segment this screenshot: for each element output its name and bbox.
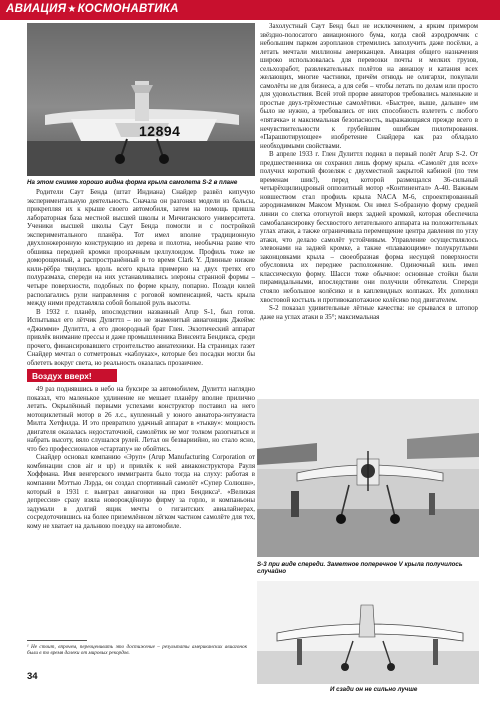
caption-mid: S-3 при виде спереди. Заметное поперечное V крыла получилось случайно <box>257 561 463 576</box>
left-column-bottom <box>27 386 255 531</box>
left-column-top <box>27 189 255 368</box>
magazine-title <box>6 3 179 15</box>
right-column <box>260 23 478 322</box>
photo-s2-planform <box>27 23 255 176</box>
title-right: КОСМОНАВТИКА <box>77 3 179 15</box>
paragraph: В апреле 1933 г. Глен Дулиттл поднял в первый полёт Arup S-2. От предшественника он сохранил лишь форму крыла. «Самолёт для всех» получил короткий фюзеляж с двухместной закрытой кабиной (по тем временам шик!), перед которой размещался 36-сильный четырёхцилиндровый оппозитный мотор «Континентал» A-40. Важным новшеством стал профиль крыла NACA M-6, спроектированный аэродинамиком Максом Мунком. Он имел S-образную форму средней линии со слегка отогнутой вверх задней кромкой, которая обеспечила самобалансировку бесхвостого летательного аппарата на положительных углах атаки, а также ограничивала перемещение центра давления по углу атаки, что делало самолёт устойчивым. Управление осуществлялось элевонами на задней кромке, а также «плавающими» полукруглыми законцовками крыла – своеобразная форма несущей поверхности обусловила их переднее расположение. Одиночный киль имел классическую форму. Шасси тоже обычное: основные стойки были пирамидальными, впоследствии они получили обтекатели. Спереди стояло небольшое колёсико и в каплевидных колпаках. Их дополнял хвостовой костыль и противокапотажное колёсико под двигателем. <box>260 151 478 304</box>
photo-s3-front <box>257 399 479 557</box>
paragraph: 49 раз поднявшись в небо на буксире за автомобилем, Дулиттл наглядно показал, что маленькое удлинение не мешает планёру вполне прилично летать. Окрылённый первыми успехами конструктор поставил на него мотоциклетный мотор в 26 л.с., купленный у юного авиатора-энтузиаста Милта Хетфилда. И это превратило удачный аппарат в «тыкву»: мощность двигателя оказалась недостаточной, самолётик не мог толком разогнаться и набрать высоту, вяло слушался рулей. Летал он безвариийно, но стало ясно, что без профессионалов «стартапу» не обойтись. <box>27 386 255 453</box>
paragraph: S-2 показал удивительные лётные качества: не срывался в штопор даже на углах атаки в 35°; максимальная <box>260 305 478 321</box>
photo-s3-rear <box>257 581 479 684</box>
paragraph: Родители Саут Бенда (штат Индиана) Снайдер развёл кипучую экспериментальную деятельность. Сначала он разгонял модели из бальсы, прикрепляя их к крыше своего автомобиля, затем на помощь пришла лабораторная база местной высшей школы и Мичиганского университета. Ученики высшей школы Саут Бенда помогли и с постройкой экспериментального планёра. Тот имел вполне традиционную двухлонжеронную конструкцию из дерева и полотна, необычна разве что обшивка передней кромки прозрачным целлулоидом. Профиль тоже не доморощенный, а распространённый в то время Clark Y. Длинные низкие кили-рёбра тянулись вдоль всего крыла примерно на двух третях его полуразмаха, спереди на них устанавливались элероны странной формы – четыре поверхности, подобных по форме крылу, попарно. Позади килей располагались рули направления с роговой компенсацией, часть крыла между ними представляла собой большой руль высоты. <box>27 189 255 308</box>
paragraph: Снайдер основал компанию «Эруп» (Arup Manufacturing Corporation от комбинации слов air и up) и привлёк к ней авиаконструктора Рауля Хоффмана. Имя венгерского иммигранта было тогда на слуху: работая в компании Мэттью Лэрда, он создал спортивный самолёт «Супер Солюшн», который в 1931 г. выиграл авиагонки на приз Бендикса¹. «Великая депрессия» сразу взяла новорождённую фирму за горло, и компаньоны задумали в долгий ящик мечты о гигантских авиалайнерах, сосредоточившись на более приземлённом лёгком частном самолёте для тех, кому не хватает на дальнюю поездку на автомобиле. <box>27 454 255 530</box>
caption-bottom: И сзади он не сильно лучше <box>330 686 418 693</box>
paragraph: В 1932 г. планёр, впоследствии названный Arup S-1, был готов. Испытывал его лётчик Дулиттл – но не знаменитый авиагонщик Джеймс «Джимми» Дулиттл, а его двоюродный брат Глен. Экзотический аппарат привлёк внимание прессы и даже промышленника Винсента Бендикса, среди прочего, финансировавшего строительство авиатехники. На страницах газет Снайдер мечтал о сотметровых «каблуках», которые без посадки могли бы облететь вокруг света, но реальность оказалась прозаичнее. <box>27 308 255 367</box>
paragraph: Захолустный Саут Бенд был не исключением, а ярким примером звёздно-полосатого авиационного бума, когда свой аэродромчик с небольшим парком аэропланов стремились заполучить даже посёлки, а летать мечтали миллионы американцев. Авиация общего назначения широко использовалась для перевозки почты и мелких грузов, сельхозработ, развлекательных полётов на авиашоу и катания всех желающих, многие частники, причём отнюдь не олигархи, покупали самолёты не для бизнеса, а для себя – чтобы летать по делам или просто для удовольствия. Всей этой прорве авиаторов требовались маленькие и простые двух-трёхместные самолётики. «Быстрее, выше, дальше» им было не нужно, а требовались от них способность взлететь с любого «пятачка» и максимальная безопасность, выражающаяся прежде всего в нечувствительности к грубейшим ошибкам пилотирования. «Парашютирующее» изобретение Снайдера как раз обладало необходимыми свойствами. <box>260 23 478 150</box>
tail-number: 12894 <box>139 123 181 139</box>
page-number: 34 <box>27 671 38 682</box>
section-heading-text: Воздух вверх! <box>32 371 92 381</box>
title-left: АВИАЦИЯ <box>6 3 67 15</box>
section-heading <box>27 369 117 382</box>
footnote: ¹ Не стоит, впрочем, переоценивать это достижение – результаты американских авиагонок были в то время далеки от мировых рекордов. <box>27 644 247 657</box>
footnote-divider <box>27 640 87 641</box>
caption-top: На этом снимке хорошо видна форма крыла самолета S-2 в плане <box>27 179 238 186</box>
star-icon: ★ <box>67 4 77 15</box>
